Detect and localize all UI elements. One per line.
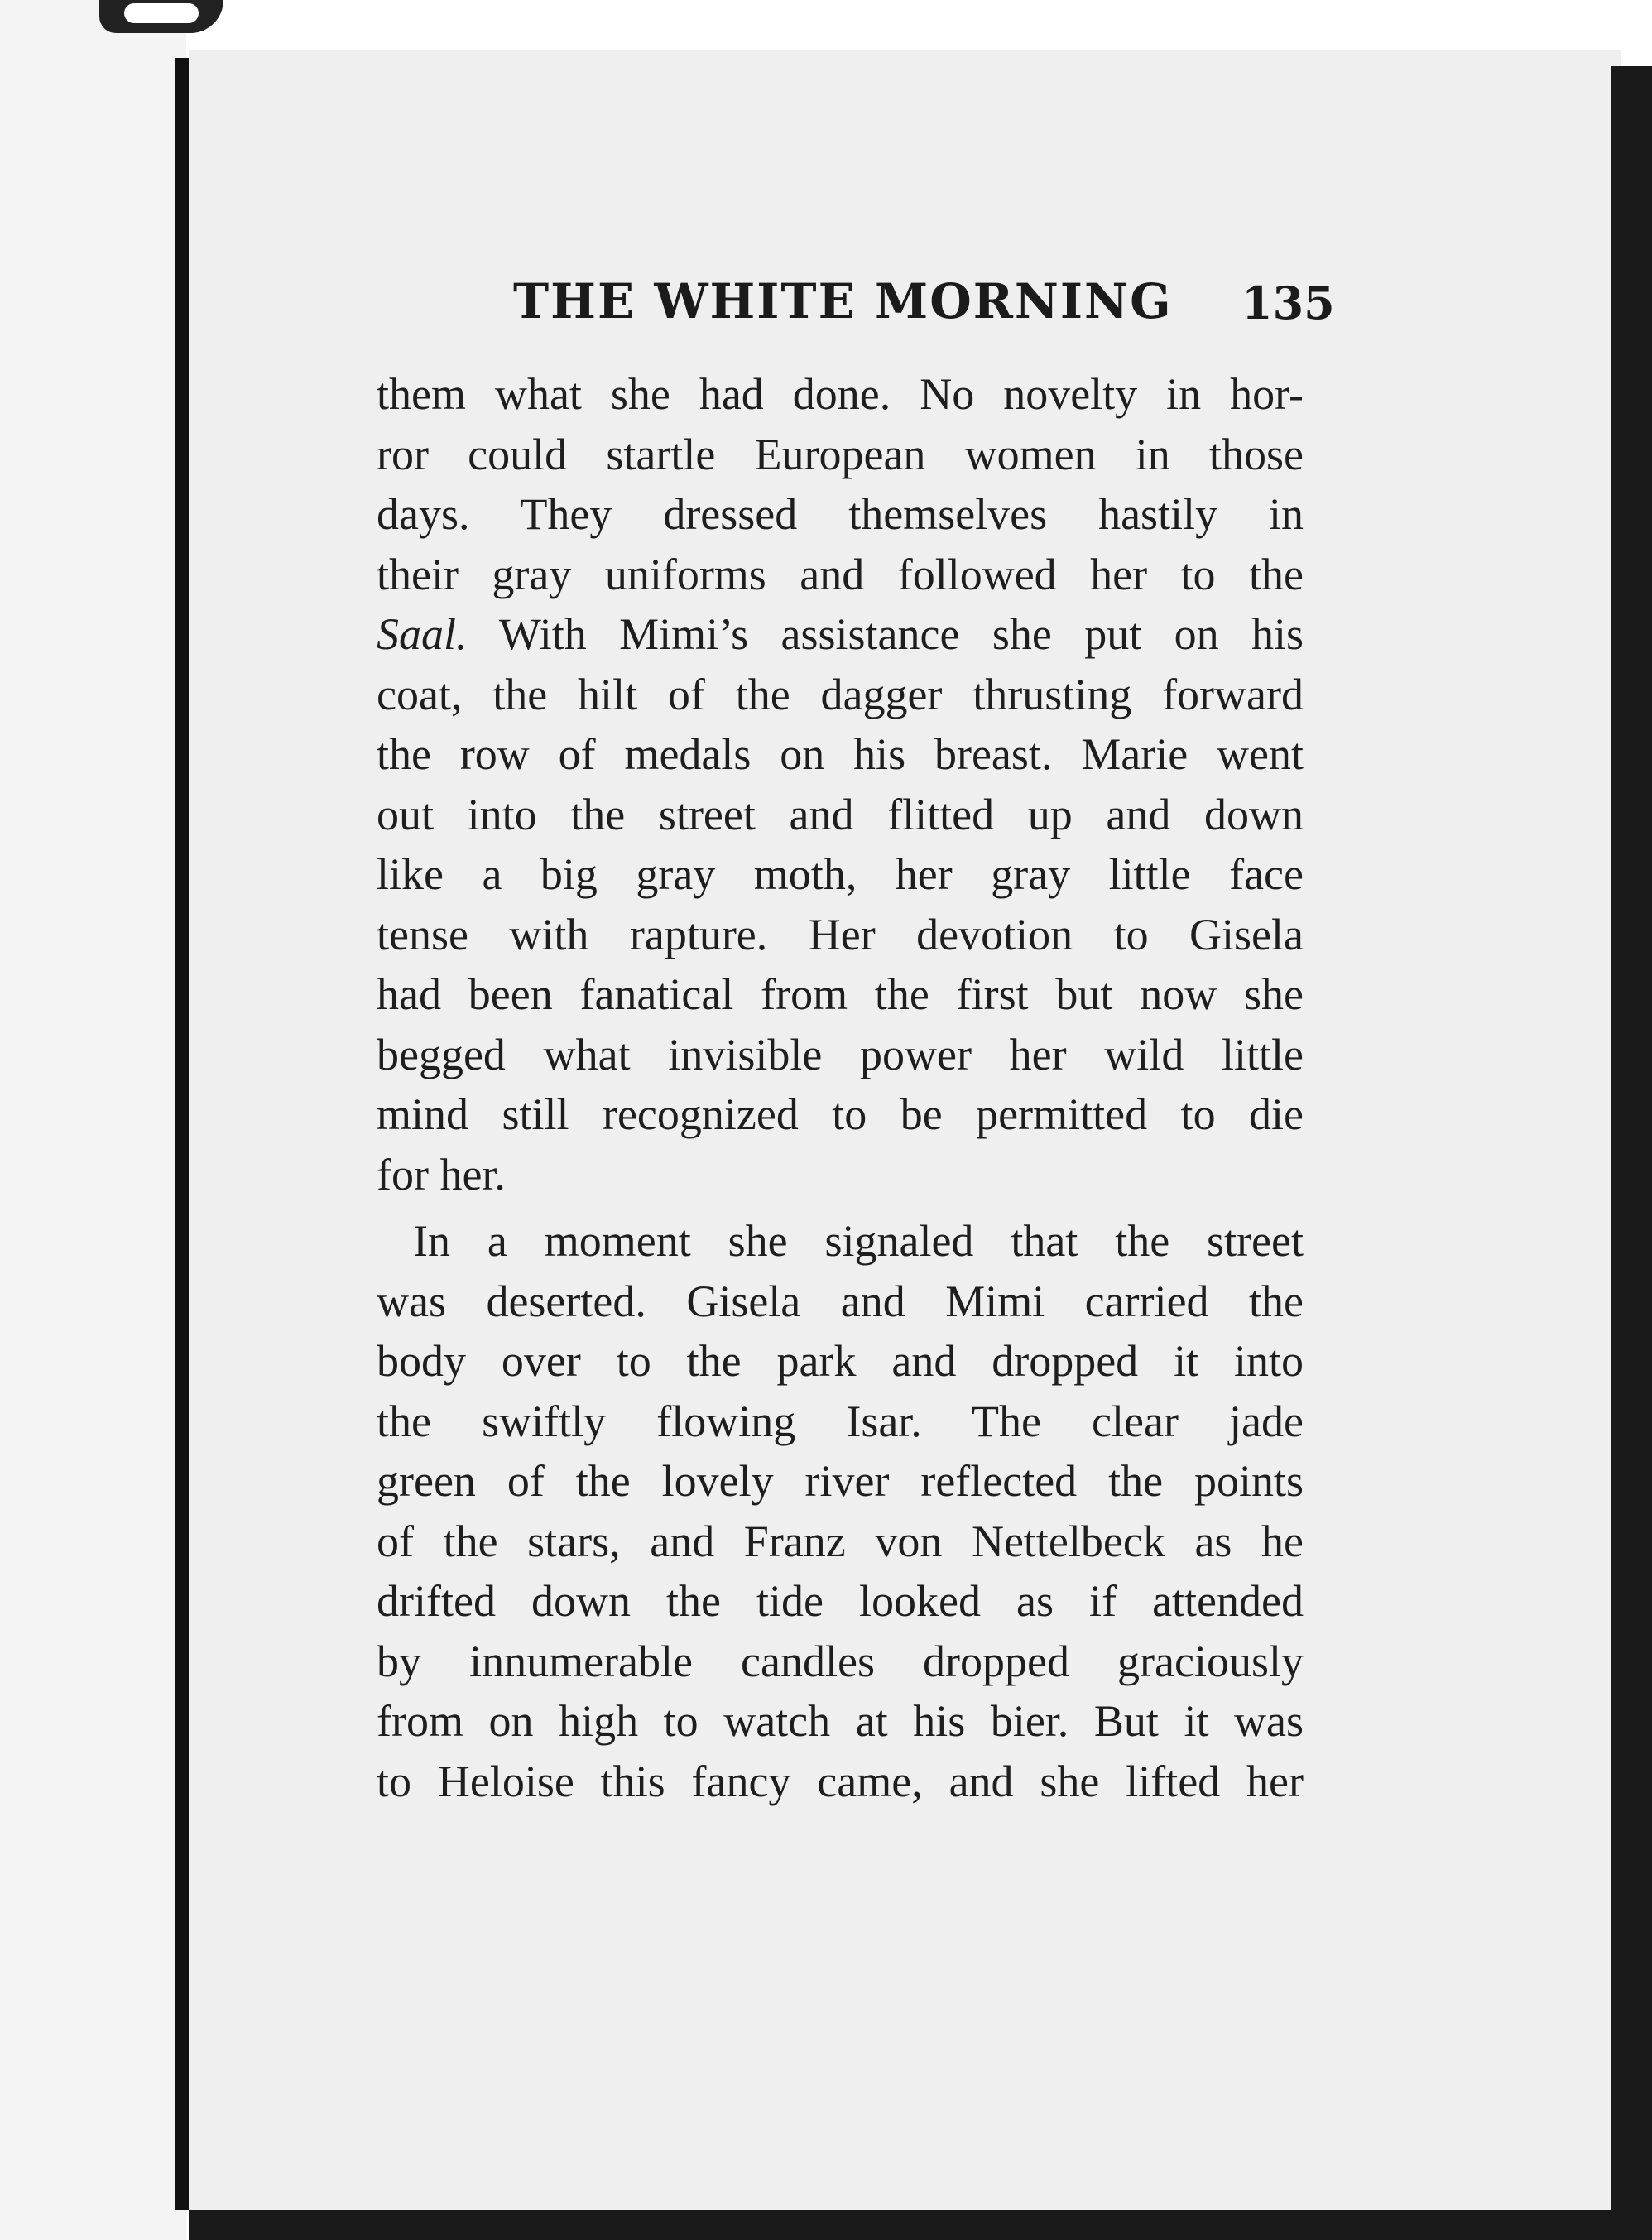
text-line: tense with rapture. Her devotion to Gisela	[377, 909, 1304, 959]
text-line: them what she had done. No novelty in hor-	[377, 369, 1304, 419]
page-number: 135	[1241, 276, 1335, 329]
italic-word: Saal.	[377, 609, 468, 659]
text-line: drifted down the tide looked as if attended	[377, 1576, 1304, 1626]
text-line: like a big gray moth, her gray little face	[377, 849, 1304, 899]
text-line: had been fanatical from the first but now she	[377, 969, 1304, 1019]
text-line: mind still recognized to be permitted to die	[377, 1089, 1304, 1139]
text-line: In a moment she signaled that the street	[413, 1216, 1304, 1266]
scan-bottom-edge	[189, 2210, 1652, 2240]
text-line: for her.	[377, 1149, 506, 1199]
scan-right-edge	[1611, 66, 1652, 2240]
text-line: begged what invisible power her wild little	[377, 1029, 1304, 1079]
text-line	[377, 604, 1304, 665]
text-line: green of the lovely river reflected the points	[377, 1456, 1304, 1506]
text-line: the row of medals on his breast. Marie went	[377, 729, 1304, 779]
text-line: the swiftly flowing Isar. The clear jade	[377, 1396, 1304, 1446]
text-line: ror could startle European women in those	[377, 429, 1304, 479]
body-text	[377, 364, 1304, 1811]
text-line-rest: With Mimi’s assistance she put on his	[467, 609, 1304, 659]
scan-corner-blot	[99, 0, 223, 33]
running-title: THE WHITE MORNING	[513, 273, 1173, 329]
text-line: their gray uniforms and followed her to the	[377, 549, 1304, 599]
text-line: to Heloise this fancy came, and she lifted her	[377, 1756, 1304, 1806]
paragraph-gap	[377, 1204, 1304, 1211]
text-line: was deserted. Gisela and Mimi carried the	[377, 1276, 1304, 1326]
scan-binding-edge	[175, 58, 189, 2210]
text-line: of the stars, and Franz von Nettelbeck as he	[377, 1516, 1304, 1566]
scan-left-margin	[0, 0, 186, 2240]
text-line: coat, the hilt of the dagger thrusting forward	[377, 669, 1304, 719]
text-line: from on high to watch at his bier. But it was	[377, 1696, 1304, 1746]
text-line: body over to the park and dropped it into	[377, 1336, 1304, 1386]
text-line: out into the street and flitted up and down	[377, 789, 1304, 839]
text-line: days. They dressed themselves hastily in	[377, 489, 1304, 539]
text-line: by innumerable candles dropped graciously	[377, 1636, 1304, 1686]
